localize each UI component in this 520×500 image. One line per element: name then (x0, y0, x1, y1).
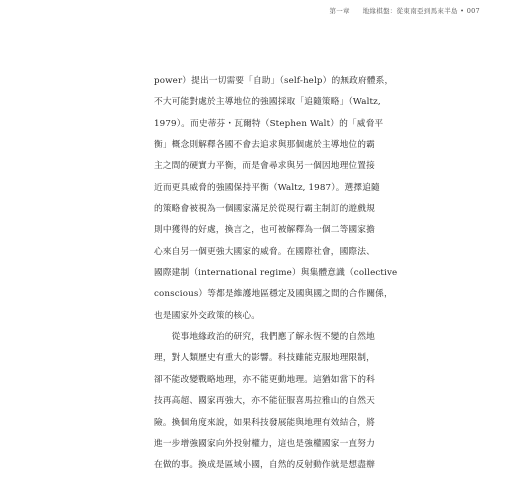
text-line: 近而更具威脅的強國保持平衡（Waltz, 1987）。選擇追隨 (154, 182, 380, 193)
page-number: 007 (466, 7, 480, 15)
text-line: 的策略會被視為一個國家滿足於從現行霸主制訂的遊戲規 (154, 204, 375, 215)
text-line: 進一步增強國家向外投射權力，這也是強權國家一直努力 (154, 438, 375, 449)
text-line: conscious）等都是維護地區穩定及國與國之間的合作關係， (154, 289, 393, 300)
text-line: 險。換個角度來說，如果科技發展能與地理有效結合，將 (154, 417, 375, 428)
text-line: 技再高超、國家再強大，亦不能征服喜馬拉雅山的自然天 (154, 396, 375, 407)
text-line: 國際建制（international regime）與集體意識（collective (154, 268, 398, 279)
header-separator: • (460, 7, 465, 15)
text-line: power）提出一切需要「自助」（self-help）的無政府體系， (154, 76, 394, 86)
text-line: 理，對人類歷史有重大的影響。科技雖能克服地理限制， (154, 353, 375, 364)
running-header (329, 6, 480, 15)
text-line: 主之間的硬實力平衡，而是會尋求與另一個因地理位置接 (154, 161, 375, 172)
chapter-title: 地緣棋盤：從東南亞到馬來半島 (362, 7, 458, 15)
text-line: 從事地緣政治的研究，我們應了解永恆不變的自然地 (154, 332, 375, 343)
text-line: 衡」概念則解釋各國不會去追求與那個處於主導地位的霸 (154, 140, 375, 151)
text-line: 卻不能改變戰略地理，亦不能更動地理。這猶如當下的科 (154, 374, 375, 385)
text-line: 也是國家外交政策的核心。 (154, 310, 261, 321)
text-line: 心來自另一個更強大國家的威脅。在國際社會，國際法、 (154, 246, 375, 257)
text-line: 則中獲得的好處，換言之，也可被解釋為一個二等國家擔 (154, 225, 375, 236)
body-text (154, 71, 414, 477)
chapter-label: 第一章 (329, 7, 350, 15)
text-line: 1979）。而史蒂芬・瓦爾特（Stephen Walt）的「威脅平 (154, 118, 384, 129)
text-line: 不大可能對處於主導地位的強國採取「追隨策略」（Waltz, (154, 97, 381, 108)
text-line: 在做的事。換成是區域小國，自然的反射動作就是想盡辦 (154, 460, 375, 471)
